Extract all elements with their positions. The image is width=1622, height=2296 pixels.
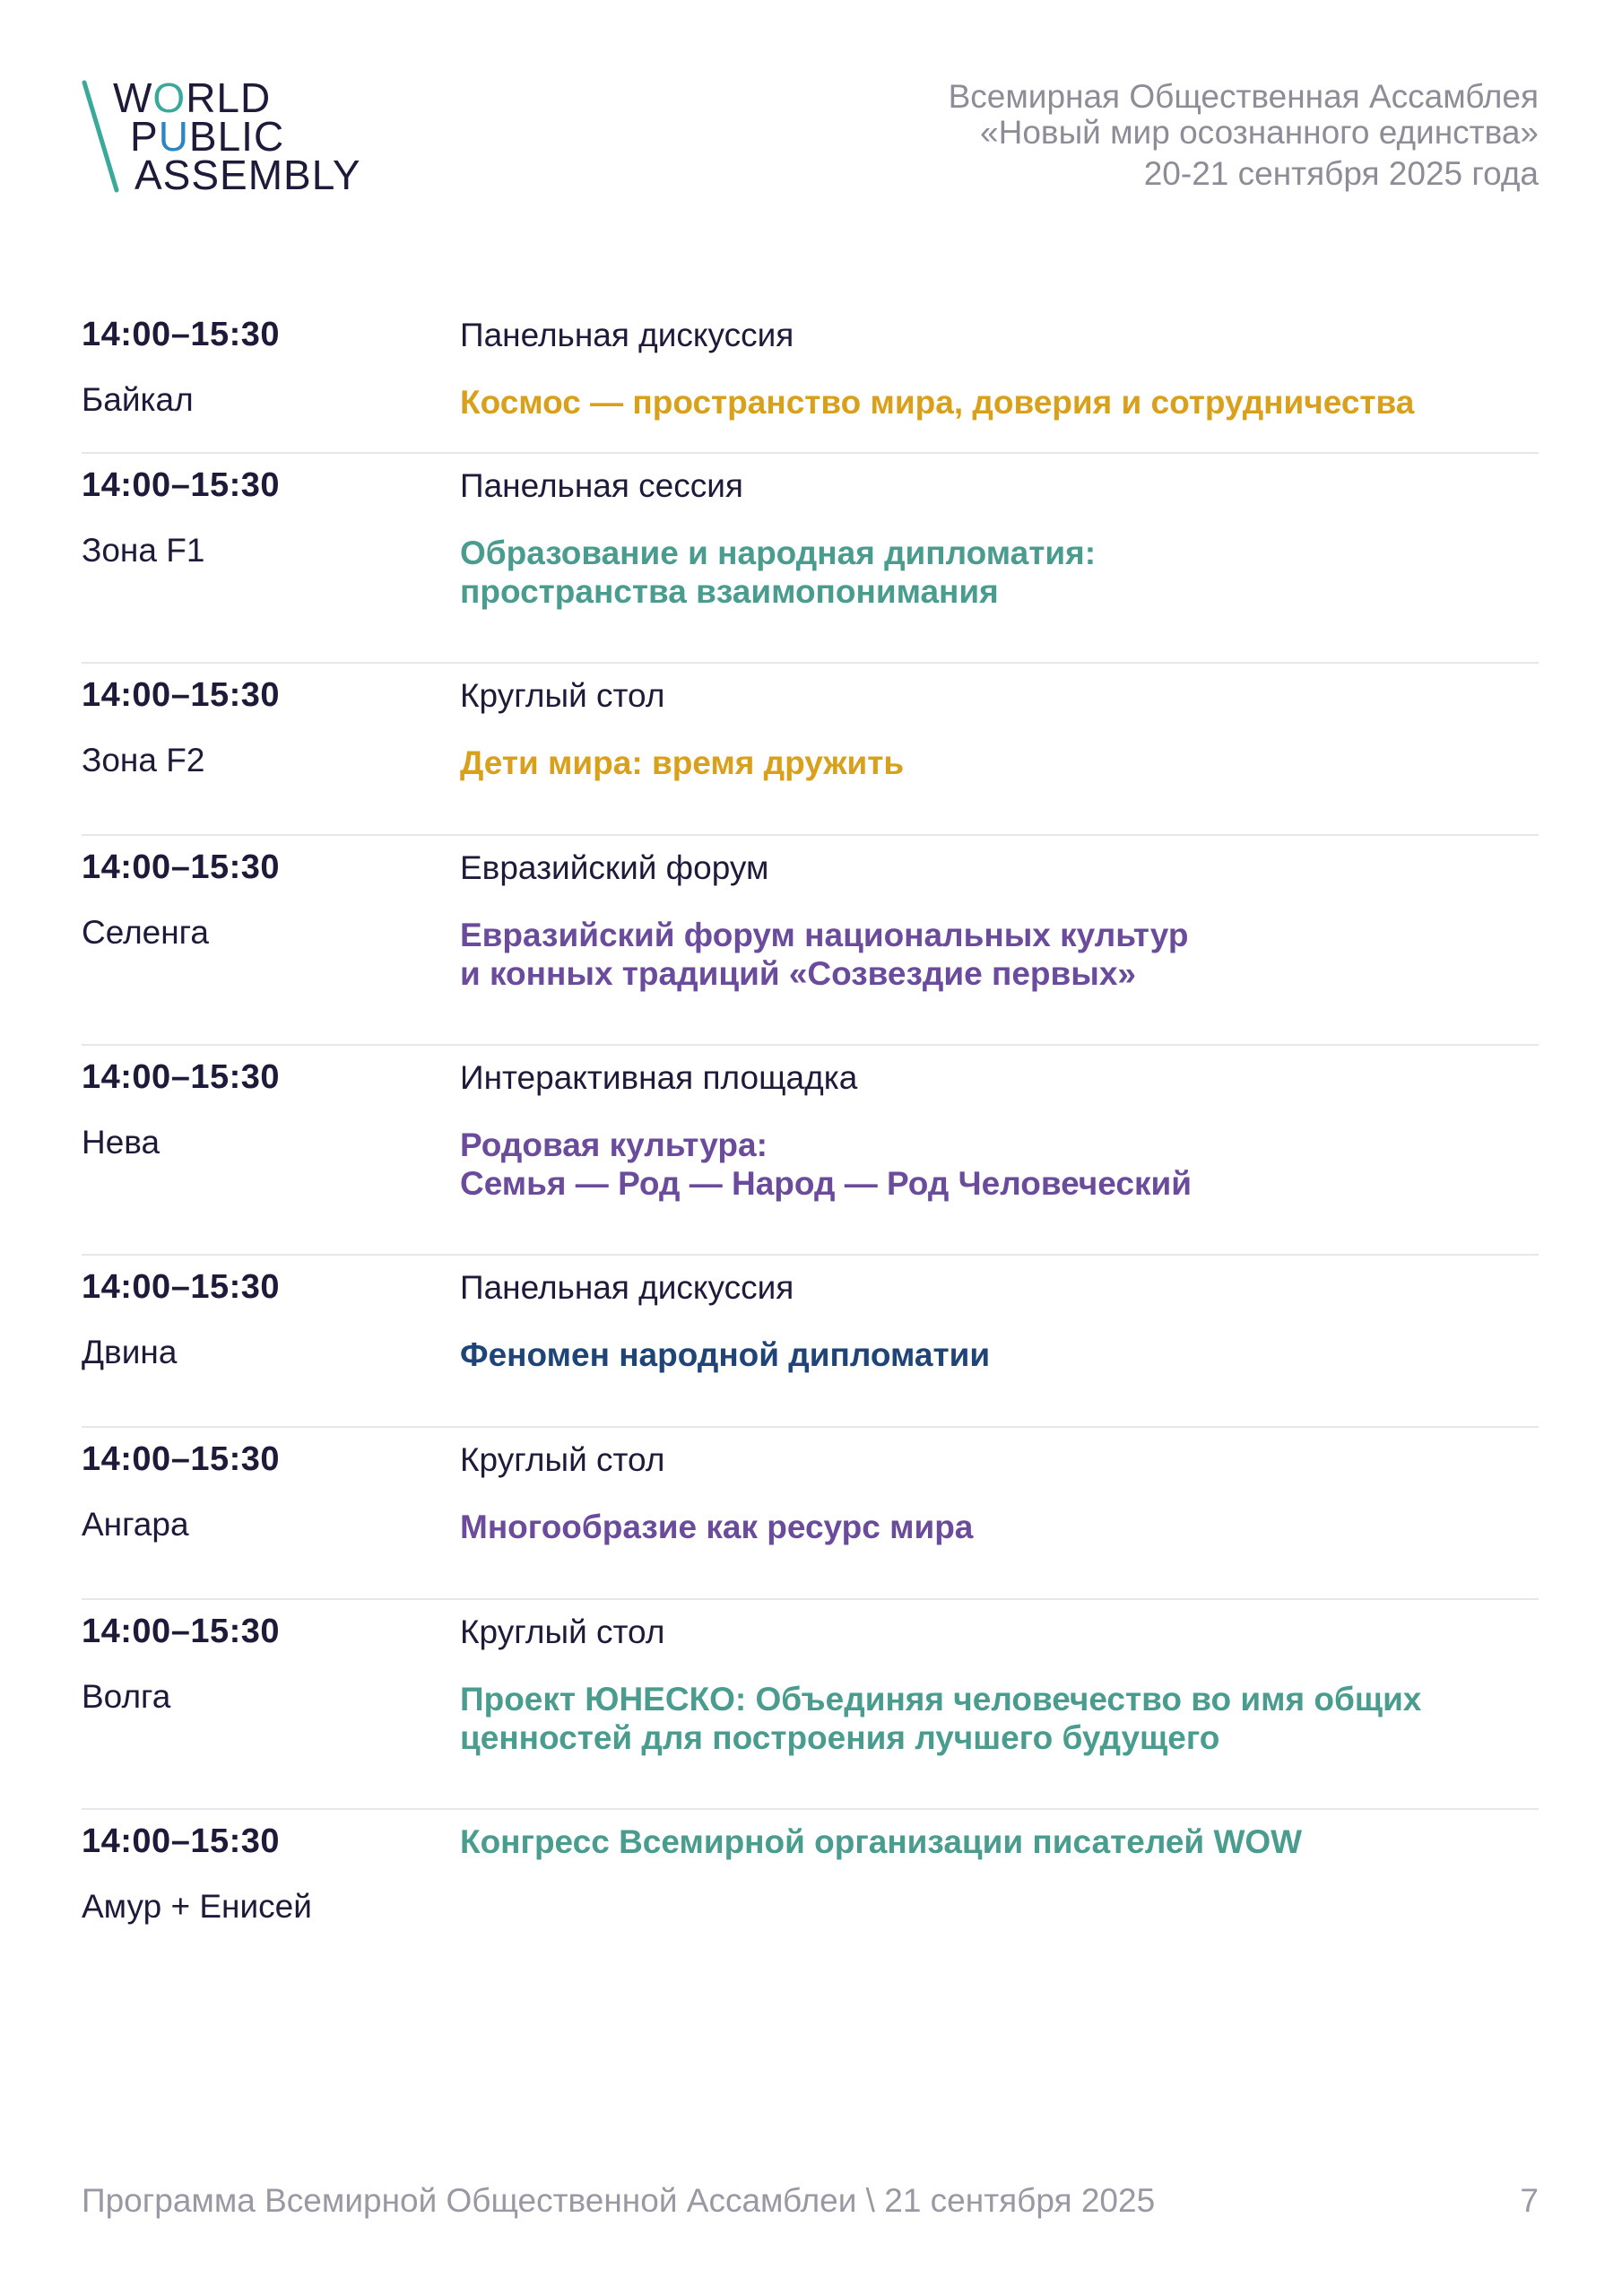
session-time: 14:00–15:30 [82,1613,281,1650]
session-time: 14:00–15:30 [82,1268,281,1306]
session-title: Дети мира: время дружить [460,744,905,781]
schedule-row [82,664,1539,836]
session-time: 14:00–15:30 [82,466,281,504]
schedule-row [82,303,1539,454]
logo-line-world: WORLD [113,74,272,121]
schedule-row [82,1600,1539,1810]
session-room: Нева [82,1124,160,1161]
session-time: 14:00–15:30 [82,676,281,714]
session-room: Зона F1 [82,532,205,569]
session-time: 14:00–15:30 [82,316,281,353]
session-type: Круглый стол [460,1441,665,1478]
schedule-row [82,1256,1539,1428]
session-title: Многообразие как ресурс мира [460,1509,974,1545]
session-type: Круглый стол [460,1613,665,1650]
session-room: Двина [82,1334,178,1370]
session-room: Волга [82,1678,171,1715]
session-title: Конгресс Всемирной организации писателей WOW [460,1823,1303,1860]
session-title: Евразийский форум национальных культур и конных традиций «Созвездие первых» [460,917,1189,992]
session-title: Образование и народная дипломатия: пространства взаимопонимания [460,535,1097,610]
schedule-row [82,1046,1539,1256]
session-type: Панельная сессия [460,467,743,504]
schedule-row [82,454,1539,664]
session-time: 14:00–15:30 [82,1440,281,1478]
session-type: Панельная дискуссия [460,1269,794,1306]
page-number: 7 [1520,2182,1539,2219]
session-room: Ангара [82,1506,189,1543]
footer-caption: Программа Всемирной Общественной Ассамблеи \ 21 сентября 2025 [82,2182,1156,2219]
session-time: 14:00–15:30 [82,848,281,886]
schedule-row [82,1810,1539,1989]
session-type: Евразийский форум [460,849,769,886]
logo-line-assembly: ASSEMBLY [134,152,361,198]
logo-line-public: PUBLIC [130,113,285,160]
session-room: Амур + Енисей [82,1888,312,1925]
session-type: Панельная дискуссия [460,317,794,353]
session-type: Круглый стол [460,677,665,714]
session-title: Проект ЮНЕСКО: Объединяя человечество во имя общих ценностей для построения лучшего будущего [460,1681,1422,1756]
session-time: 14:00–15:30 [82,1058,281,1096]
schedule-list [82,303,1539,1989]
session-room: Байкал [82,381,194,418]
event-dates: 20-21 сентября 2025 года [1143,155,1539,192]
session-room: Зона F2 [82,742,205,778]
session-time: 14:00–15:30 [82,1822,281,1860]
event-header [949,79,1539,192]
session-title: Феномен народной дипломатии [460,1336,991,1373]
session-type: Интерактивная площадка [460,1059,858,1096]
session-room: Селенга [82,914,209,951]
schedule-row [82,836,1539,1046]
world-public-assembly-logo [81,74,359,199]
schedule-row [82,1428,1539,1600]
event-name: Всемирная Общественная Ассамблея [948,78,1539,115]
event-slogan: «Новый мир осознанного единства» [980,114,1539,151]
session-title: Родовая культура: Семья — Род — Народ — Род Человеческий [460,1126,1192,1202]
session-title: Космос — пространство мира, доверия и сотрудничества [460,384,1415,421]
